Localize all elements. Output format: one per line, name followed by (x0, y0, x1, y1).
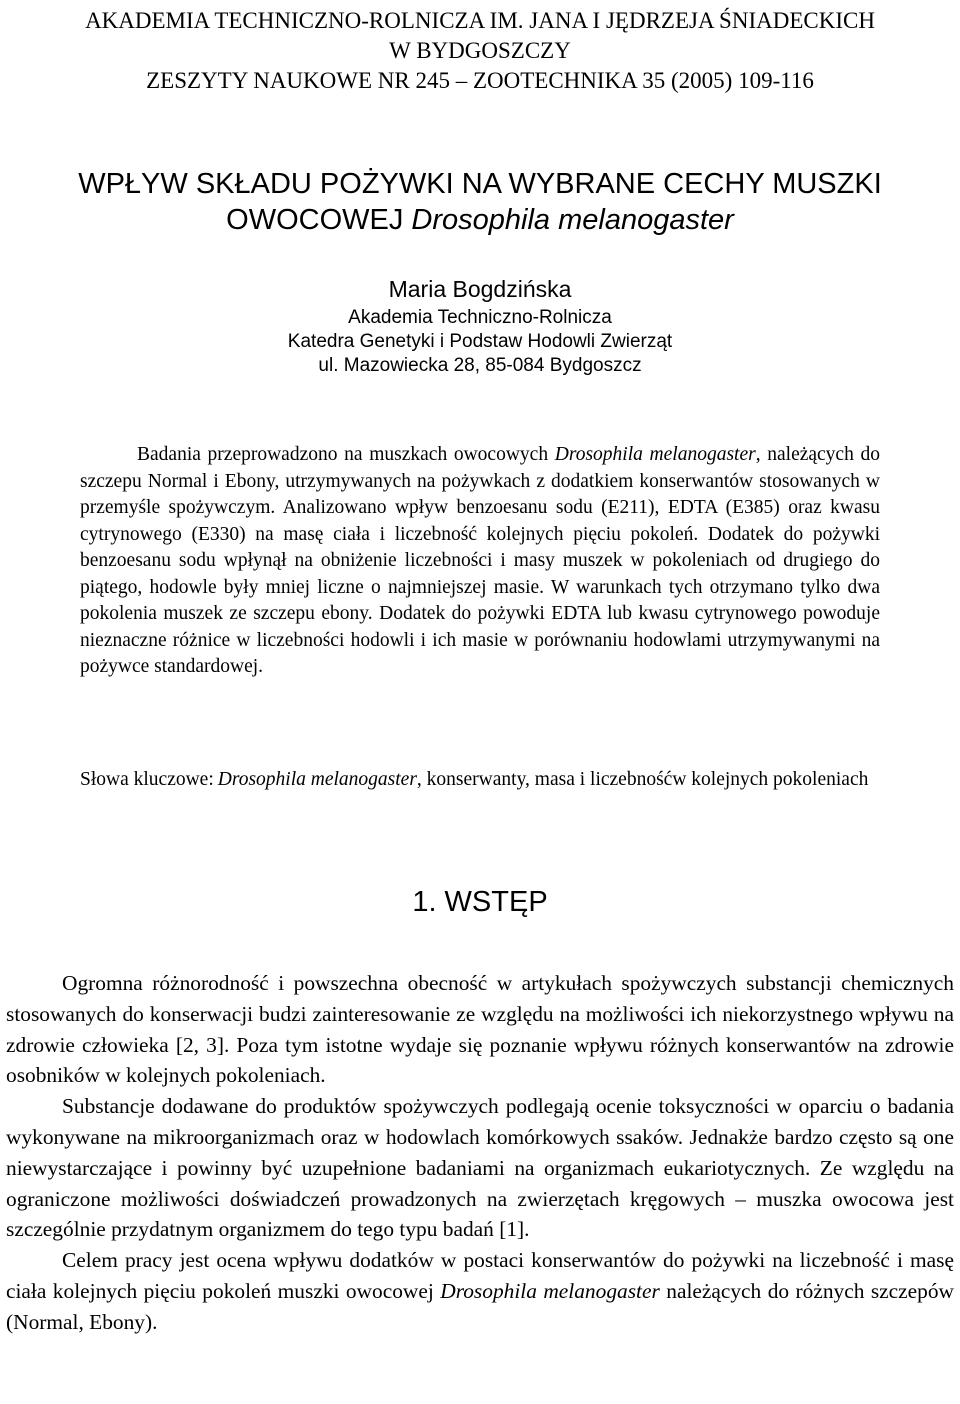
paper-title (0, 166, 960, 238)
body-p3-text-1: Celem pracy jest ocena wpływu dodatków w postaci konserwantów do pożywki na liczebność i masę ciała kolejnych pięciu pokoleń muszki owocowej (6, 1248, 954, 1303)
body-text (6, 968, 954, 1338)
header-institution: AKADEMIA TECHNICZNO-ROLNICZA IM. JANA I JĘDRZEJA ŚNIADECKICH (85, 8, 875, 33)
keywords (80, 765, 880, 794)
title-line-2 (0, 202, 960, 238)
title-prefix: OWOCOWEJ (226, 204, 412, 236)
header-city: W BYDGOSZCZY (389, 38, 571, 63)
keywords-species: Drosophila melanogaster (217, 769, 417, 790)
author-affiliation-1: Akademia Techniczno-Rolnicza (348, 307, 612, 328)
author-name: Maria Bogdzińska (388, 276, 572, 302)
abstract-text-2: , należących do szczepu Normal i Ebony, utrzymywanych na pożywkach z dodatkiem konserwantów stosowanych w przemyśle spożywczym. Analizowano wpływ benzoesanu sodu (E211), EDTA (E385) oraz kwasu cytrynowego (E330) na masę ciała i liczebność kolejnych pięciu pokoleń. Dodatek do pożywki benzoesanu sodu wpłynął na obniżenie liczebności i masy muszek w pokoleniach od drugiego do piątego, hodowle były mniej liczne o najmniejszej masie. W warunkach tych otrzymano tylko dwa pokolenia muszek ze szczepu ebony. Dodatek do pożywki EDTA lub kwasu cytrynowego powoduje nieznaczne różnice w liczebności hodowli i ich masie w porównaniu hodowlami utrzymywanymi na pożywce standardowej. (80, 444, 881, 677)
body-p3-text-2: należących do różnych szczepów (Normal, Ebony). (6, 1278, 954, 1334)
title-line-1: WPŁYW SKŁADU POŻYWKI NA WYBRANE CECHY MUSZKI (78, 168, 882, 200)
keywords-text (218, 765, 880, 794)
author-block (0, 272, 960, 378)
header-journal: ZESZYTY NAUKOWE NR 245 – ZOOTECHNIKA 35 (2005) 109-116 (146, 68, 814, 93)
journal-header (0, 6, 960, 96)
body-paragraph-3 (6, 1245, 954, 1337)
author-affiliation-2: Katedra Genetyki i Podstaw Hodowli Zwierząt (287, 331, 673, 352)
section-heading: 1. WSTĘP (412, 886, 548, 918)
abstract (80, 442, 880, 681)
abstract-paragraph (80, 442, 880, 681)
keywords-label: Słowa kluczowe: (80, 769, 214, 790)
title-species: Drosophila melanogaster (411, 204, 734, 236)
keywords-rest: , konserwanty, masa i liczebnośćw kolejnych pokoleniach (416, 769, 869, 790)
abstract-species: Drosophila melanogaster (554, 444, 756, 465)
body-p3-species: Drosophila melanogaster (440, 1278, 660, 1303)
author-address: ul. Mazowiecka 28, 85-084 Bydgoszcz (318, 355, 642, 376)
body-paragraph-1: Ogromna różnorodność i powszechna obecność w artykułach spożywczych substancji chemicznych stosowanych do konserwacji budzi zainteresowanie ze względu na możliwości ich niekorzystnego wpływu na zdrowie człowieka [2, 3]. Poza tym istotne wydaje się poznanie wpływu różnych konserwantów na zdrowie osobników w kolejnych pokoleniach. (6, 971, 954, 1088)
abstract-text-1: Badania przeprowadzono na muszkach owocowych (137, 444, 555, 465)
body-paragraph-2: Substancje dodawane do produktów spożywczych podlegają ocenie toksyczności w oparciu o badania wykonywane na mikroorganizmach oraz w hodowlach komórkowych ssaków. Jednakże bardzo często są one niewystarczające i powinny być uzupełnione badaniami na organizmach eukariotycznych. Ze względu na ograniczone możliwości doświadczeń prowadzonych na zwierzętach kręgowych – muszka owocowa jest szczególnie przydatnym organizmem do tego typu badań [1]. (6, 1094, 954, 1242)
